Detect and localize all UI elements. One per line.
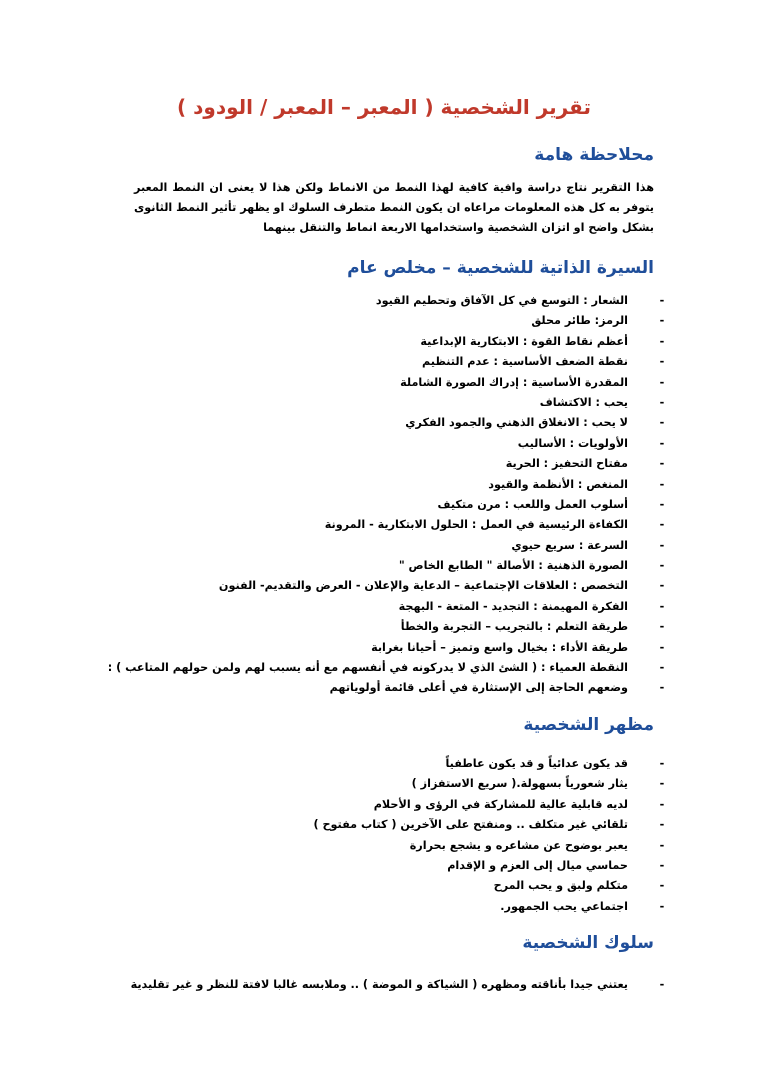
list-item-text: يحب : الاكتشاف	[539, 395, 628, 409]
list-item-text: مفتاح التحفيز : الحرية	[505, 457, 628, 471]
list-item-text: المقدرة الأساسية : إدراك الصورة الشاملة	[400, 375, 628, 389]
bullet-dash: -	[659, 599, 665, 613]
list-item	[313, 836, 668, 856]
bullet-dash: -	[659, 797, 665, 811]
list-item-text: السرعة : سريع حيوي	[511, 538, 628, 552]
list-item-text: اجتماعي يحب الجمهور.	[500, 899, 628, 913]
list-item	[108, 454, 668, 474]
bullet-dash: -	[659, 681, 665, 695]
list-item	[108, 576, 668, 596]
list-item	[313, 876, 668, 896]
bullet-dash: -	[659, 416, 665, 430]
bullet-dash: -	[659, 620, 665, 634]
bullet-dash: -	[659, 838, 665, 852]
list-item	[108, 311, 668, 331]
bullet-dash: -	[659, 757, 665, 770]
list-item	[108, 291, 668, 311]
list-item-text: النقطة العمياء : ( الشئ الذي لا يدركونه في أنفسهم مع أنه يسبب لهم ولمن حولهم المتاعب ) :	[107, 661, 628, 675]
list-item	[108, 495, 668, 515]
list-item-text: الصورة الذهنية : الأصالة " الطابع الخاص "	[398, 559, 628, 573]
list-item-text: المنغص : الأنظمة والقيود	[488, 477, 628, 491]
note-line: هذا التقرير نتاج دراسة وافية كافية لهذا النمط من الانماط ولكن هذا لا يعنى ان النمط المعبر يتوفر به كل	[134, 181, 654, 214]
list-item	[108, 597, 668, 617]
bullet-dash: -	[659, 899, 665, 913]
list-item	[313, 897, 668, 917]
list-item-text: التخصص : العلاقات الإجتماعية – الدعاية والإعلان - العرض والتقديم- الفنون	[218, 579, 628, 593]
list-item-text: طريقة الأداء : بخيال واسع وتميز – أحيانا بغرابة	[371, 640, 628, 654]
bullet-dash: -	[659, 457, 665, 471]
list-item-text: يعبر بوضوح عن مشاعره و يشجع بحرارة	[409, 838, 628, 852]
list-item	[108, 638, 668, 658]
list-item-text: لديه قابلية عالية للمشاركة في الرؤى و الأحلام	[373, 797, 628, 811]
list-item	[108, 658, 668, 678]
section-heading-behavior: سلوك الشخصية	[522, 933, 654, 953]
list-item-text: الرمز: طائر محلق	[531, 314, 628, 328]
list-item	[108, 434, 668, 454]
list-item-text: يعتني جيدا بأناقته ومظهره ( الشياكة و الموضة ) .. وملابسه غالبا لافتة للنظر و غير تقليدية	[130, 978, 628, 991]
bullet-dash: -	[659, 497, 665, 511]
biography-list	[108, 291, 668, 699]
list-item-text: نقطة الضعف الأساسية : عدم التنظيم	[421, 355, 628, 369]
list-item	[108, 413, 668, 433]
behavior-list	[131, 975, 668, 995]
list-item	[108, 475, 668, 495]
bullet-dash: -	[659, 375, 665, 389]
bullet-dash: -	[659, 395, 665, 409]
bullet-dash: -	[659, 978, 665, 991]
bullet-dash: -	[659, 879, 665, 893]
bullet-dash: -	[659, 334, 665, 348]
bullet-dash: -	[659, 518, 665, 532]
list-item	[313, 754, 668, 774]
list-item-text: قد يكون عدائياً و قد يكون عاطفياً	[445, 757, 628, 770]
list-item	[108, 332, 668, 352]
list-item-text: الفكرة المهيمنة : التجديد - المتعة - البهجة	[398, 599, 628, 613]
list-item	[108, 556, 668, 576]
list-item-text: حماسي ميال إلى العزم و الإقدام	[447, 858, 628, 872]
list-item-text: تلقائي غير متكلف .. ومنفتح على الآخرين ( كتاب مفتوح )	[313, 818, 628, 832]
list-item	[108, 373, 668, 393]
bullet-dash: -	[659, 355, 665, 369]
list-item	[108, 678, 668, 698]
list-item-text: أعظم نقاط القوة : الابتكارية الإبداعية	[420, 334, 628, 348]
bullet-dash: -	[659, 777, 665, 791]
note-heading: محلاحظة هامة	[534, 145, 654, 165]
list-item-text: طريقة التعلم : بالتجريب – التجربة والخطأ	[400, 620, 628, 634]
note-paragraph	[134, 178, 654, 238]
appearance-list	[313, 754, 668, 917]
bullet-dash: -	[659, 314, 665, 328]
section-heading-appearance: مظهر الشخصية	[523, 715, 654, 735]
list-item-text: أسلوب العمل واللعب : مرن متكيف	[437, 497, 628, 511]
list-item-text: الشعار : التوسع في كل الآفاق وتحطيم القيود	[375, 294, 628, 307]
list-item	[108, 617, 668, 637]
list-item	[313, 795, 668, 815]
list-item	[313, 774, 668, 794]
list-item-text: وضعهم الحاجة إلى الإستثارة في أعلى قائمة أولوياتهم	[329, 681, 628, 695]
bullet-dash: -	[659, 661, 665, 675]
list-item-text: الأولويات : الأساليب	[517, 436, 628, 450]
bullet-dash: -	[659, 477, 665, 491]
bullet-dash: -	[659, 538, 665, 552]
list-item-text: لا يحب : الانغلاق الذهني والجمود الفكري	[405, 416, 628, 430]
list-item-text: الكفاءة الرئيسية في العمل : الحلول الابتكارية - المرونة	[324, 518, 628, 532]
list-item-text: يثار شعورياً بسهولة.( سريع الاستفزاز )	[411, 777, 628, 791]
bullet-dash: -	[659, 640, 665, 654]
note-line: هذه المعلومات مراعاه ان يكون النمط متطرف السلوك او يظهر تأثير النمط الثانوى بشكل واضح او اتزان	[134, 201, 654, 234]
list-item	[108, 393, 668, 413]
report-title: تقرير الشخصية ( المعبر – المعبر / الودود )	[177, 95, 591, 119]
list-item	[313, 815, 668, 835]
list-item	[313, 856, 668, 876]
list-item	[108, 515, 668, 535]
section-heading-biography: السيرة الذاتية للشخصية – مخلص عام	[347, 258, 654, 278]
bullet-dash: -	[659, 436, 665, 450]
bullet-dash: -	[659, 858, 665, 872]
bullet-dash: -	[659, 294, 665, 307]
list-item	[131, 975, 668, 995]
list-item	[108, 536, 668, 556]
list-item-text: متكلم ولبق و يحب المرح	[493, 879, 628, 893]
bullet-dash: -	[659, 818, 665, 832]
note-line: الشخصية واستخدامها الاربعة انماط والتنقل بينهما	[263, 221, 538, 234]
bullet-dash: -	[659, 579, 665, 593]
bullet-dash: -	[659, 559, 665, 573]
list-item	[108, 352, 668, 372]
